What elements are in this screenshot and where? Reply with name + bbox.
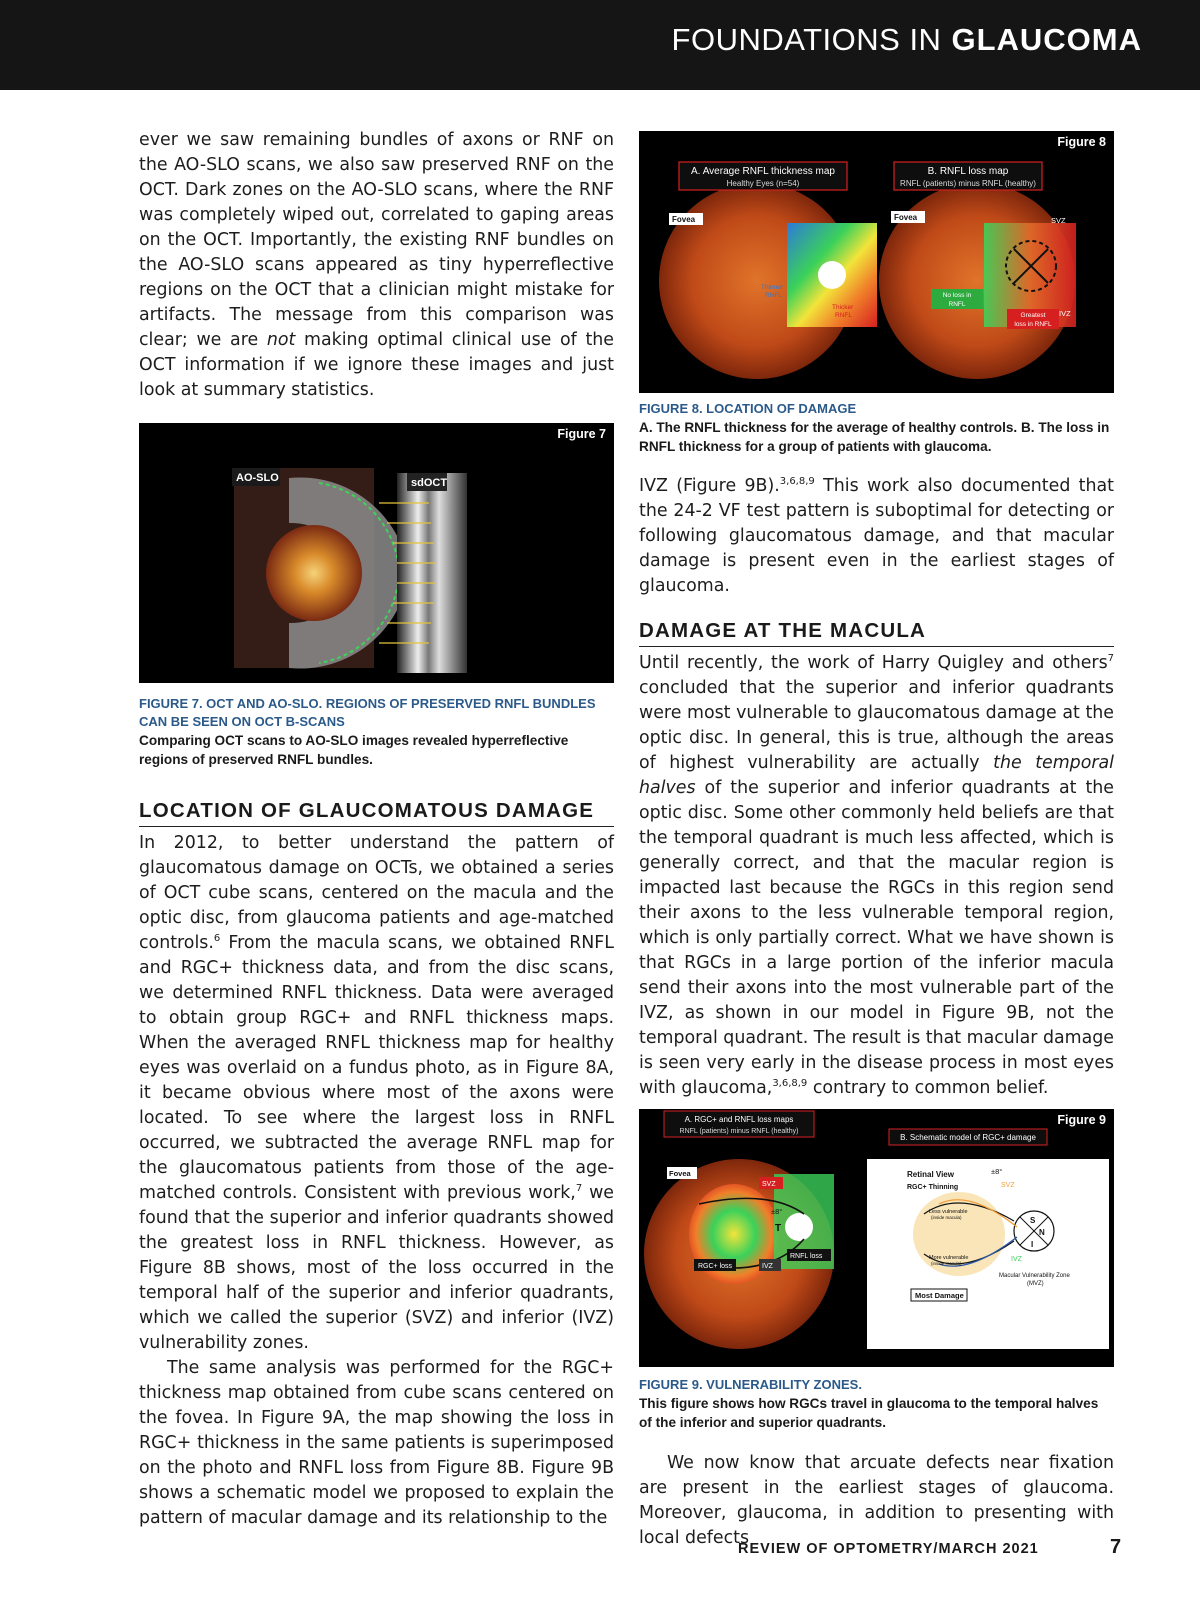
figure-9-rnfl-loss: RNFL loss: [790, 1253, 823, 1260]
intro-emphasis: not: [266, 330, 296, 350]
figure-9-mvz-1: Macular Vulnerability Zone: [999, 1273, 1070, 1279]
figure-7-caption-text: Comparing OCT scans to AO-SLO images revealed hyperreflective regions of preserved RNFL bundles.: [139, 733, 569, 767]
figure-9-svz-b: SVZ: [1001, 1182, 1015, 1189]
figure-8-panel-b-title: B. RNFL loss map: [927, 166, 1009, 177]
figure-8-panel-b-sub: RNFL (patients) minus RNFL (healthy): [900, 179, 1036, 188]
figure-9-deg: ±8°: [771, 1207, 783, 1216]
figure-8-caption-title: FIGURE 8. LOCATION OF DAMAGE: [639, 401, 857, 416]
figure-9-most-damage: Most Damage: [915, 1291, 964, 1300]
location-paragraph-1: [139, 831, 614, 1356]
figure-7-sdoct-label: sdOCT: [411, 477, 448, 489]
intro-text: ever we saw remaining bundles of axons or RNF on the AO-SLO scans, we also saw preserved RNF on the OCT. Dark zones on the AO-SLO scans, where the RNF was completely wiped out, correlated to gaping areas on the OCT. Importantly, the existing RNF bundles on the AO-SLO scans appeared as tiny hyperreflective regions on the OCT that a clinician might mistake for artifacts. The message from this comparison was clear; we are: [139, 130, 614, 350]
figure-9-caption: [639, 1376, 1114, 1432]
figure-7-image: [139, 423, 614, 683]
figure-8-greatest-2: loss in RNFL: [1014, 321, 1052, 328]
figure-9-panel-a-title: A. RGC+ and RNFL loss maps: [684, 1115, 794, 1124]
para1-text-b: From the macula scans, we obtained RNFL and RGC+ thickness data, and from the disc scans, we determined RNFL thickness. Data were averaged to obtain group RGC+ and RNFL thickness maps. When the averaged RNFL thickness map for healthy eyes was overlaid on a fundus photo, as in Figure 8A, it became obvious where most of the axons were located. To see where the largest loss in RNFL occurred, we subtracted the average RNFL map for the glaucomatous patients from those of the age-matched controls. Consistent with previous work,: [139, 933, 614, 1203]
intro-text-end: making optimal clinical use of the OCT information if we ignore these images and just look at summary statistics.: [139, 330, 615, 400]
figure-9-t-label: T: [775, 1223, 782, 1234]
section-heading-location: LOCATION OF GLAUCOMATOUS DAMAGE: [139, 799, 614, 827]
figure-8-caption: [639, 400, 1114, 456]
figure-9-panel-b-title: B. Schematic model of RGC+ damage: [900, 1133, 1036, 1142]
figure-9-retinal-view: Retinal View: [907, 1170, 954, 1179]
figure-9-label: Figure 9: [1057, 1113, 1106, 1127]
figure-8-thinner-1: Thinner: [761, 284, 784, 291]
figure-8-label: Figure 8: [1057, 135, 1106, 149]
figure-7-caption-title: FIGURE 7. OCT AND AO-SLO. REGIONS OF PRESERVED RNFL BUNDLES CAN BE SEEN ON OCT B-SCANS: [139, 696, 596, 729]
figure-8-caption-text: A. The RNFL thickness for the average of healthy controls. B. The loss in RNFL thickness for a group of patients with glaucoma.: [639, 420, 1110, 454]
citation-3689-a: 3,6,8,9: [779, 476, 815, 488]
para1-text-c: we found that the superior and inferior quadrants showed the greatest loss in RNFL thickness. However, as Figure 8B shows, most of the loss occurred in the temporal half of the superior and inferior quadrants, which we called the superior (SVZ) and inferior (IVZ) vulnerability zones.: [139, 1183, 614, 1353]
ivz-text-a: IVZ (Figure 9B).: [639, 476, 780, 496]
figure-9-graphic: [639, 1109, 1114, 1367]
final-paragraph: We now know that arcuate defects near fixation are present in the earliest stages of glaucoma. Moreover, glaucoma, in addition to presenting with local defects: [639, 1453, 1114, 1548]
header-title: [672, 22, 1142, 58]
figure-9-svz: SVZ: [762, 1181, 776, 1188]
figure-9-panel-a-sub: RNFL (patients) minus RNFL (healthy): [679, 1128, 799, 1135]
figure-9-less-vuln: Less vulnerable: [929, 1209, 968, 1215]
ivz-text-b: This work also documented that the 24-2 VF test pattern is suboptimal for detecting or following glaucomatous damage, and that macular damage is present even in the earliest stages of glaucoma.: [639, 476, 1115, 596]
figure-8-image: [639, 131, 1114, 393]
right-column: [639, 128, 1114, 1551]
figure-9-fovea: Fovea: [669, 1169, 691, 1178]
figure-9-rgc-loss: RGC+ loss: [698, 1263, 733, 1270]
macula-text-d: contrary to common belief.: [807, 1078, 1049, 1098]
page-number: 7: [1110, 1536, 1122, 1558]
figure-9-ivz: IVZ: [762, 1263, 773, 1270]
figure-8-fovea-b: Fovea: [894, 213, 918, 222]
macula-text-b: concluded that the superior and inferior quadrants were most vulnerable to glaucomatous damage at the optic disc. In general, this is true, although the areas of highest vulnerability are actually: [639, 678, 1114, 773]
figure-8-panel-a-sub: Healthy Eyes (n=54): [726, 179, 800, 188]
footer-journal: REVIEW OF OPTOMETRY/MARCH 2021: [738, 1541, 1039, 1557]
figure-8-ivz: IVZ: [1059, 309, 1071, 318]
figure-8-noloss-2: RNFL: [948, 301, 966, 308]
figure-9-caption-text: This figure shows how RGCs travel in glaucoma to the temporal halves of the inferior and superior quadrants.: [639, 1396, 1099, 1430]
citation-7: 7: [575, 1183, 583, 1195]
section-heading-macula: DAMAGE AT THE MACULA: [639, 619, 1114, 647]
figure-8-thicker-2: RNFL: [835, 312, 852, 319]
header-prefix: FOUNDATIONS IN: [671, 22, 942, 57]
macula-text-a: Until recently, the work of Harry Quigley and others: [639, 653, 1108, 673]
figure-8-panel-a-title: A. Average RNFL thickness map: [691, 166, 835, 177]
citation-3689-b: 3,6,8,9: [772, 1078, 808, 1090]
figure-9-outside-macula: (inside macula): [931, 1215, 962, 1220]
figure-8-thicker-1: Thicker: [832, 304, 854, 311]
ivz-paragraph: [639, 474, 1114, 599]
figure-9-rgc-thinning: RGC+ Thinning: [907, 1184, 959, 1191]
figure-8-fovea-a: Fovea: [672, 215, 696, 224]
macula-text-c: of the superior and inferior quadrants at the optic disc. Some other commonly held beliefs are that the temporal quadrant is much less affected, which is generally correct, and that the macular region is impacted last because the RGCs in this region send their axons to the less vulnerable temporal region, which is only partially correct. What we have shown is that RGCs in a large portion of the inferior macula send their axons into the most vulnerable part of the IVZ, as shown in our model in Figure 9B, not the temporal quadrant. The result is that macular damage is seen very early in the disease process in most eyes with glaucoma,: [639, 778, 1115, 1098]
location-paragraph-2: The same analysis was performed for the RGC+ thickness map obtained from cube scans centered on the fovea. In Figure 9A, the map showing the loss in RGC+ thickness in the same patients is superimposed on the photo and RNFL loss from Figure 8B. Figure 9B shows a schematic model we proposed to explain the pattern of macular damage and its relationship to the: [139, 1358, 614, 1528]
figure-8-noloss-1: No loss in: [942, 292, 972, 299]
figure-9-mvz-2: (MVZ): [1027, 1281, 1044, 1287]
macula-paragraph: [639, 651, 1114, 1101]
figure-9-deg-b: ±8°: [991, 1167, 1003, 1176]
figure-9-s: S: [1030, 1216, 1036, 1225]
figure-8-svz: SVZ: [1051, 216, 1066, 225]
figure-9-image: [639, 1109, 1114, 1367]
citation-7b: 7: [1107, 653, 1114, 665]
figure-9-caption-title: FIGURE 9. VULNERABILITY ZONES.: [639, 1377, 862, 1392]
page-header: [0, 0, 1200, 90]
figure-7-aoslo-label: AO-SLO: [236, 472, 279, 484]
left-column: [139, 128, 614, 1531]
header-section: GLAUCOMA: [951, 22, 1142, 57]
figure-7-graphic: [139, 423, 614, 683]
intro-paragraph: [139, 128, 614, 403]
figure-7-caption: [139, 695, 614, 769]
figure-9-i: I: [1031, 1240, 1034, 1249]
figure-8-thinner-2: RNFL: [765, 292, 782, 299]
citation-6: 6: [213, 933, 221, 945]
figure-9-more-vuln: More vulnerable: [929, 1255, 969, 1261]
figure-9-n: N: [1039, 1228, 1045, 1237]
figure-9-ivz-b: IVZ: [1011, 1256, 1022, 1263]
para1-text-a: In 2012, to better understand the pattern of glaucomatous damage on OCTs, we obtained a series of OCT cube scans, centered on the macula and the optic disc, from glaucoma patients and age-matched controls.: [139, 833, 614, 953]
figure-9-inside-macula: (inside macula): [931, 1261, 962, 1266]
figure-8-graphic: [639, 131, 1114, 393]
macula-emphasis: the temporal halves: [639, 753, 1114, 798]
figure-7-label: Figure 7: [557, 427, 606, 441]
figure-8-greatest-1: Greatest: [1020, 312, 1046, 319]
